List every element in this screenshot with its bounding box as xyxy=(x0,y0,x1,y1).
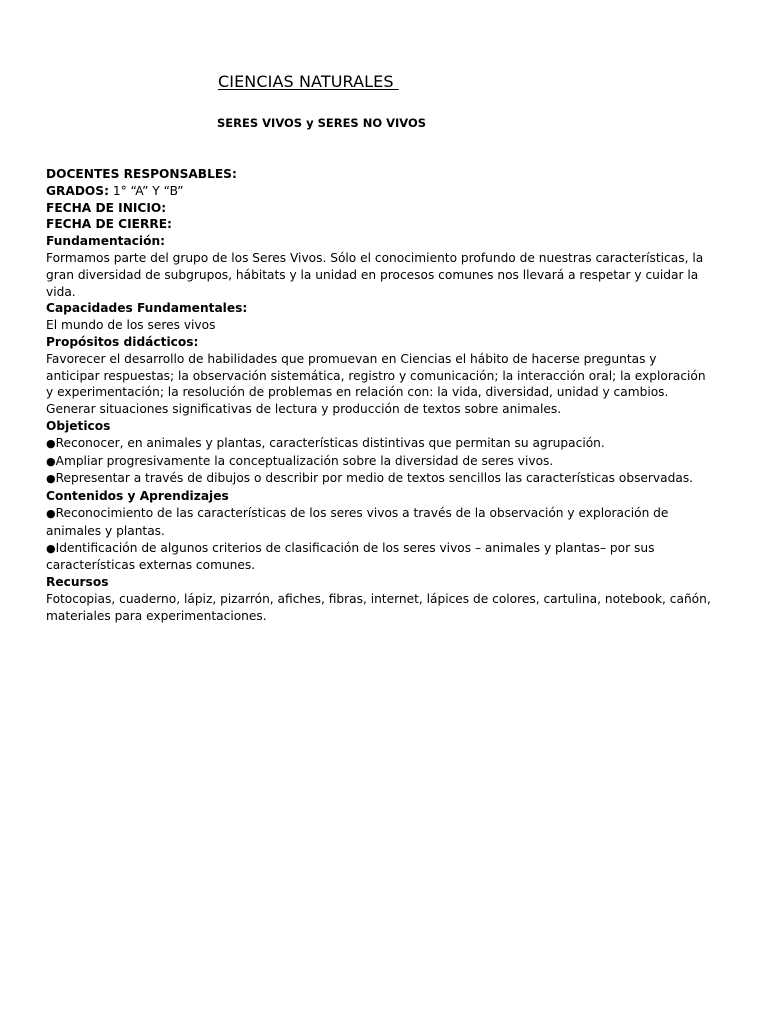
objetivo-item xyxy=(46,435,711,453)
bullet-icon: ● xyxy=(46,541,56,555)
docentes-label: DOCENTES RESPONSABLES: xyxy=(46,167,237,181)
objetivo-text: Reconocer, en animales y plantas, características distintivas que permitan su agrupación. xyxy=(55,435,605,450)
contenido-text: Identificación de algunos criterios de clasificación de los seres vivos – animales y plantas– por sus características externas comunes. xyxy=(46,540,655,573)
grados-field xyxy=(46,183,711,200)
fundamentacion-heading: Fundamentación: xyxy=(46,234,166,249)
contenidos-heading: Contenidos y Aprendizajes xyxy=(46,489,229,504)
recursos-heading: Recursos xyxy=(46,575,109,590)
fundamentacion-text: Formamos parte del grupo de los Seres Vivos. Sólo el conocimiento profundo de nuestras características, la gran diversidad de subgrupos, hábitats y la unidad en procesos comunes nos llevará a respetar y cuidar la vida. xyxy=(46,250,704,299)
fecha-inicio-label: FECHA DE INICIO: xyxy=(46,200,167,215)
document-subtitle: SERES VIVOS y SERES NO VIVOS xyxy=(217,116,427,130)
propositos-text: Favorecer el desarrollo de habilidades que promuevan en Ciencias el hábito de hacerse preguntas y anticipar respuestas; la observación sistemática, registro y comunicación; la interacción oral; la exploración y experimentación; la resolución de problemas en relación con: la vida, diversidad, unidad y cambios. Generar situaciones significativas de lectura y producción de textos sobre animales. xyxy=(46,351,706,417)
bullet-icon: ● xyxy=(46,506,56,520)
bullet-icon: ● xyxy=(46,472,56,486)
contenido-item xyxy=(46,540,711,575)
objetivo-text: Representar a través de dibujos o describir por medio de textos sencillos las características observadas. xyxy=(55,471,694,486)
contenido-text: Reconocimiento de las características de los seres vivos a través de la observación y exploración de animales y plantas. xyxy=(46,505,669,538)
fecha-cierre-label: FECHA DE CIERRE: xyxy=(46,217,172,232)
contenido-item xyxy=(46,505,711,540)
document-body xyxy=(46,166,711,625)
capacidades-text: El mundo de los seres vivos xyxy=(46,318,216,333)
objetivos-heading: Objeticos xyxy=(46,418,111,433)
objetivo-item xyxy=(46,470,711,488)
document-title: CIENCIAS NATURALES xyxy=(218,72,399,91)
capacidades-heading: Capacidades Fundamentales: xyxy=(46,301,248,316)
grados-value: 1° “A” Y “B” xyxy=(108,183,184,198)
recursos-text: Fotocopias, cuaderno, lápiz, pizarrón, afiches, fibras, internet, lápices de colores, cartulina, notebook, cañón, materiales para experimentaciones. xyxy=(46,591,711,623)
bullet-icon: ● xyxy=(46,436,56,450)
bullet-icon: ● xyxy=(46,454,56,468)
propositos-heading: Propósitos didácticos: xyxy=(46,334,199,349)
grados-label: GRADOS: xyxy=(46,183,109,198)
objetivo-item xyxy=(46,453,711,471)
objetivo-text: Ampliar progresivamente la conceptualización sobre la diversidad de seres vivos. xyxy=(55,453,554,468)
